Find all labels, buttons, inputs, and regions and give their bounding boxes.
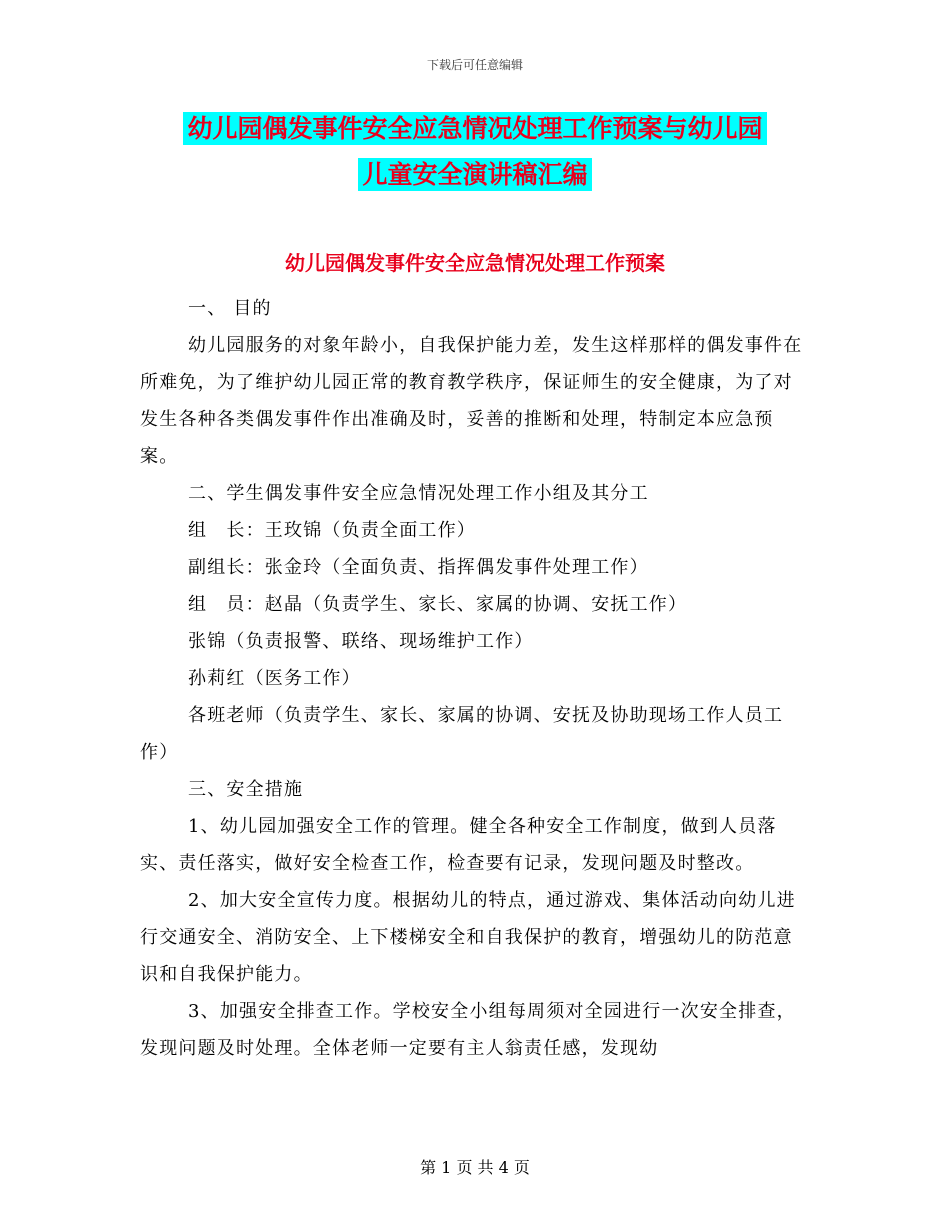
measure-3: 3、加强安全排查工作。学校安全小组每周须对全园进行一次安全排查，发现问题及时处理。全体老师一定要有主人翁责任感，发现幼: [140, 1001, 796, 1059]
measure-1: 1、幼儿园加强安全工作的管理。健全各种安全工作制度，做到人员落实、责任落实，做好安全检查工作，检查要有记录，发现问题及时整改。: [140, 816, 777, 874]
paragraph-purpose: 幼儿园服务的对象年龄小，自我保护能力差，发生这样那样的偶发事件在所难免，为了维护幼儿园正常的教育教学秩序，保证师生的安全健康，为了对发生各种各类偶发事件作出准确及时，妥善的推断和处理，特制定本应急预案。: [140, 335, 803, 467]
section-title: 幼儿园偶发事件安全应急情况处理工作预案: [285, 251, 665, 275]
document-title-line-2: 儿童安全演讲稿汇编: [358, 158, 591, 191]
heading-team: 二、学生偶发事件安全应急情况处理工作小组及其分工: [188, 483, 649, 504]
header-note: 下载后可任意编辑: [426, 58, 523, 72]
team-member-zhang: 张锦（负责报警、联络、现场维护工作）: [188, 631, 534, 652]
document-title: [140, 106, 810, 198]
document-body: [140, 290, 810, 1067]
team-member-zhao: 组 员：赵晶（负责学生、家长、家属的协调、安抚工作）: [188, 594, 688, 615]
measure-2: 2、加大安全宣传力度。根据幼儿的特点，通过游戏、集体活动向幼儿进行交通安全、消防安全、上下楼梯安全和自我保护的教育，增强幼儿的防范意识和自我保护能力。: [140, 890, 796, 985]
team-teachers: 各班老师（负责学生、家长、家属的协调、安抚及协助现场工作人员工作）: [140, 705, 784, 763]
team-member-sun: 孙莉红（医务工作）: [188, 668, 361, 689]
page-number: 第 1 页 共 4 页: [420, 1158, 530, 1177]
team-leader: 组 长：王玫锦（负责全面工作）: [188, 520, 476, 541]
team-deputy: 副组长：张金玲（全面负责、指挥偶发事件处理工作）: [188, 557, 649, 578]
document-title-line-1: 幼儿园偶发事件安全应急情况处理工作预案与幼儿园: [183, 112, 766, 145]
heading-purpose: 一、 目的: [188, 298, 272, 319]
heading-measures: 三、安全措施: [188, 779, 304, 800]
